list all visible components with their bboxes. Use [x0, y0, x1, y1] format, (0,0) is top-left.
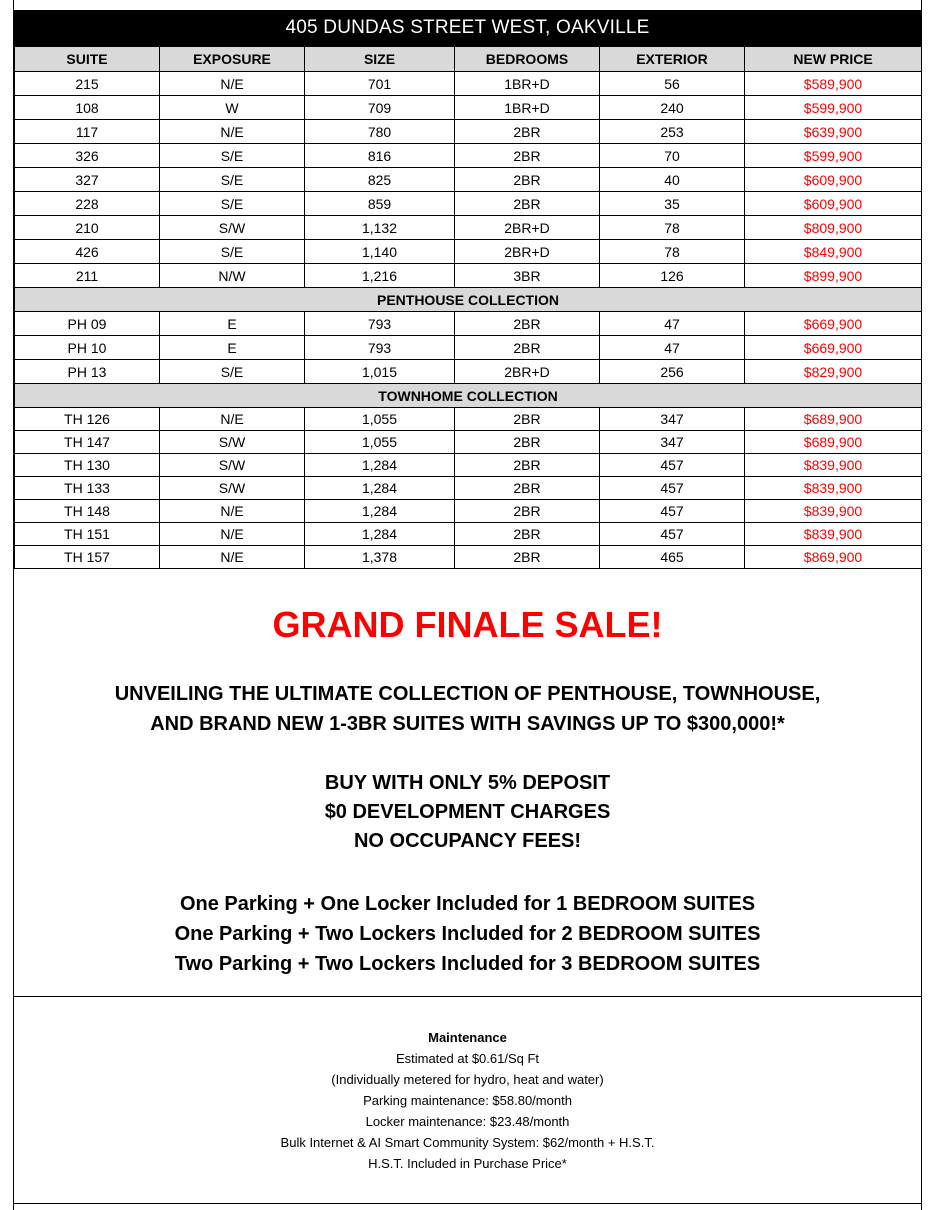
deposit-terms	[14, 769, 921, 856]
parking-line: One Parking + Two Lockers Included for 2 BEDROOM SUITES	[174, 923, 761, 945]
col-exterior: EXTERIOR	[600, 47, 745, 72]
suite-cell: TH 133	[15, 477, 160, 500]
maintenance-line: Bulk Internet & AI Smart Community System: $62/month + H.S.T.	[280, 1135, 655, 1150]
exposure-cell: N/E	[160, 120, 305, 144]
price-table	[14, 46, 922, 569]
exposure-cell: S/W	[160, 431, 305, 454]
size-cell: 816	[305, 144, 455, 168]
exterior-cell: 457	[600, 523, 745, 546]
suite-cell: 210	[15, 216, 160, 240]
exterior-cell: 457	[600, 477, 745, 500]
table-row	[15, 312, 922, 336]
suite-cell: 327	[15, 168, 160, 192]
exposure-cell: S/W	[160, 477, 305, 500]
table-row	[15, 477, 922, 500]
exterior-cell: 457	[600, 500, 745, 523]
exposure-cell: N/E	[160, 408, 305, 431]
bedrooms-cell: 1BR+D	[455, 96, 600, 120]
size-cell: 709	[305, 96, 455, 120]
exposure-cell: S/E	[160, 168, 305, 192]
exposure-cell: S/E	[160, 144, 305, 168]
bedrooms-cell: 2BR	[455, 192, 600, 216]
price-cell: $829,900	[745, 360, 922, 384]
parking-terms	[14, 889, 921, 979]
exterior-cell: 465	[600, 546, 745, 569]
table-row	[15, 72, 922, 96]
size-cell: 825	[305, 168, 455, 192]
building-title: 405 DUNDAS STREET WEST, OAKVILLE	[14, 10, 921, 46]
price-cell: $869,900	[745, 546, 922, 569]
table-row	[15, 360, 922, 384]
size-cell: 1,055	[305, 431, 455, 454]
townhome-collection-header	[15, 384, 922, 408]
unveil-line: AND BRAND NEW 1-3BR SUITES WITH SAVINGS UP TO $300,000!*	[150, 713, 785, 735]
suite-cell: TH 130	[15, 454, 160, 477]
size-cell: 701	[305, 72, 455, 96]
table-row	[15, 408, 922, 431]
price-cell: $639,900	[745, 120, 922, 144]
deposit-line: BUY WITH ONLY 5% DEPOSIT	[324, 772, 611, 794]
bedrooms-cell: 1BR+D	[455, 72, 600, 96]
suite-cell: PH 10	[15, 336, 160, 360]
bedrooms-cell: 2BR	[455, 336, 600, 360]
table-row	[15, 240, 922, 264]
size-cell: 1,140	[305, 240, 455, 264]
deposit-line: $0 DEVELOPMENT CHARGES	[324, 801, 611, 823]
exposure-cell: N/E	[160, 72, 305, 96]
bedrooms-cell: 2BR+D	[455, 360, 600, 384]
price-cell: $899,900	[745, 264, 922, 288]
table-row	[15, 96, 922, 120]
table-row	[15, 500, 922, 523]
size-cell: 1,216	[305, 264, 455, 288]
size-cell: 1,284	[305, 477, 455, 500]
size-cell: 793	[305, 336, 455, 360]
maintenance-section	[14, 1027, 921, 1174]
table-row	[15, 523, 922, 546]
table-row	[15, 192, 922, 216]
exposure-cell: S/E	[160, 360, 305, 384]
price-cell: $839,900	[745, 477, 922, 500]
penthouse-collection-header	[15, 288, 922, 312]
price-cell: $669,900	[745, 312, 922, 336]
bedrooms-cell: 2BR	[455, 312, 600, 336]
table-row	[15, 454, 922, 477]
exposure-cell: N/E	[160, 523, 305, 546]
price-cell: $849,900	[745, 240, 922, 264]
exterior-cell: 70	[600, 144, 745, 168]
exterior-cell: 47	[600, 336, 745, 360]
col-exposure: EXPOSURE	[160, 47, 305, 72]
bedrooms-cell: 2BR	[455, 454, 600, 477]
table-header-row	[15, 47, 922, 72]
exterior-cell: 347	[600, 431, 745, 454]
price-cell: $589,900	[745, 72, 922, 96]
exposure-cell: S/E	[160, 192, 305, 216]
parking-line: One Parking + One Locker Included for 1 BEDROOM SUITES	[179, 893, 756, 915]
size-cell: 1,132	[305, 216, 455, 240]
bedrooms-cell: 2BR	[455, 431, 600, 454]
table-row	[15, 120, 922, 144]
penthouse-collection-header-label: PENTHOUSE COLLECTION	[15, 288, 922, 312]
suite-cell: 326	[15, 144, 160, 168]
price-cell: $669,900	[745, 336, 922, 360]
size-cell: 1,055	[305, 408, 455, 431]
col-bedrooms: BEDROOMS	[455, 47, 600, 72]
exposure-cell: E	[160, 312, 305, 336]
bedrooms-cell: 2BR	[455, 546, 600, 569]
suite-cell: 211	[15, 264, 160, 288]
price-cell: $839,900	[745, 523, 922, 546]
exterior-cell: 78	[600, 216, 745, 240]
promo-section	[14, 577, 921, 997]
table-row	[15, 336, 922, 360]
table-row	[15, 264, 922, 288]
exposure-cell: N/W	[160, 264, 305, 288]
maintenance-line: Estimated at $0.61/Sq Ft	[395, 1051, 540, 1066]
bedrooms-cell: 2BR	[455, 144, 600, 168]
maintenance-line: (Individually metered for hydro, heat and water)	[331, 1072, 604, 1087]
maintenance-line: Parking maintenance: $58.80/month	[363, 1093, 572, 1108]
price-cell: $689,900	[745, 431, 922, 454]
parking-line: Two Parking + Two Lockers Included for 3 BEDROOM SUITES	[174, 953, 761, 975]
exposure-cell: W	[160, 96, 305, 120]
price-cell: $599,900	[745, 144, 922, 168]
table-row	[15, 431, 922, 454]
table-row	[15, 216, 922, 240]
maintenance-line: Locker maintenance: $23.48/month	[365, 1114, 570, 1129]
exterior-cell: 253	[600, 120, 745, 144]
deposit-line: NO OCCUPANCY FEES!	[353, 830, 582, 852]
bedrooms-cell: 2BR	[455, 168, 600, 192]
bedrooms-cell: 3BR	[455, 264, 600, 288]
bedrooms-cell: 2BR	[455, 477, 600, 500]
maintenance-line: H.S.T. Included in Purchase Price*	[368, 1156, 567, 1171]
price-cell: $609,900	[745, 192, 922, 216]
price-sheet	[13, 0, 922, 1210]
col-size: SIZE	[305, 47, 455, 72]
section-divider	[14, 1203, 921, 1204]
exterior-cell: 35	[600, 192, 745, 216]
table-row	[15, 168, 922, 192]
price-cell: $689,900	[745, 408, 922, 431]
suite-cell: PH 13	[15, 360, 160, 384]
bedrooms-cell: 2BR	[455, 120, 600, 144]
section-divider	[14, 996, 921, 997]
bedrooms-cell: 2BR	[455, 408, 600, 431]
sale-headline: GRAND FINALE SALE!	[272, 604, 663, 645]
exterior-cell: 240	[600, 96, 745, 120]
maintenance-title: Maintenance	[428, 1030, 507, 1045]
unveil-line: UNVEILING THE ULTIMATE COLLECTION OF PENTHOUSE, TOWNHOUSE,	[114, 683, 821, 705]
exterior-cell: 78	[600, 240, 745, 264]
bedrooms-cell: 2BR+D	[455, 240, 600, 264]
suite-cell: 108	[15, 96, 160, 120]
suite-cell: PH 09	[15, 312, 160, 336]
exposure-cell: S/W	[160, 454, 305, 477]
price-cell: $809,900	[745, 216, 922, 240]
exposure-cell: N/E	[160, 500, 305, 523]
exposure-cell: E	[160, 336, 305, 360]
suite-cell: TH 147	[15, 431, 160, 454]
exterior-cell: 256	[600, 360, 745, 384]
col-new-price: NEW PRICE	[745, 47, 922, 72]
exposure-cell: S/W	[160, 216, 305, 240]
suite-cell: 215	[15, 72, 160, 96]
price-cell: $839,900	[745, 454, 922, 477]
price-cell: $599,900	[745, 96, 922, 120]
suite-cell: TH 151	[15, 523, 160, 546]
exterior-cell: 47	[600, 312, 745, 336]
table-row	[15, 546, 922, 569]
townhome-collection-header-label: TOWNHOME COLLECTION	[15, 384, 922, 408]
size-cell: 1,284	[305, 523, 455, 546]
table-row	[15, 144, 922, 168]
exterior-cell: 40	[600, 168, 745, 192]
exterior-cell: 56	[600, 72, 745, 96]
size-cell: 1,015	[305, 360, 455, 384]
col-suite: SUITE	[15, 47, 160, 72]
size-cell: 1,284	[305, 500, 455, 523]
suite-cell: TH 126	[15, 408, 160, 431]
size-cell: 793	[305, 312, 455, 336]
price-cell: $839,900	[745, 500, 922, 523]
suite-cell: 117	[15, 120, 160, 144]
suite-cell: 426	[15, 240, 160, 264]
size-cell: 859	[305, 192, 455, 216]
suite-cell: TH 157	[15, 546, 160, 569]
bedrooms-cell: 2BR	[455, 500, 600, 523]
exposure-cell: N/E	[160, 546, 305, 569]
exposure-cell: S/E	[160, 240, 305, 264]
bedrooms-cell: 2BR	[455, 523, 600, 546]
unveil-text	[14, 679, 921, 739]
suite-cell: 228	[15, 192, 160, 216]
price-cell: $609,900	[745, 168, 922, 192]
suite-cell: TH 148	[15, 500, 160, 523]
size-cell: 1,284	[305, 454, 455, 477]
exterior-cell: 457	[600, 454, 745, 477]
exterior-cell: 347	[600, 408, 745, 431]
size-cell: 1,378	[305, 546, 455, 569]
exterior-cell: 126	[600, 264, 745, 288]
bedrooms-cell: 2BR+D	[455, 216, 600, 240]
size-cell: 780	[305, 120, 455, 144]
